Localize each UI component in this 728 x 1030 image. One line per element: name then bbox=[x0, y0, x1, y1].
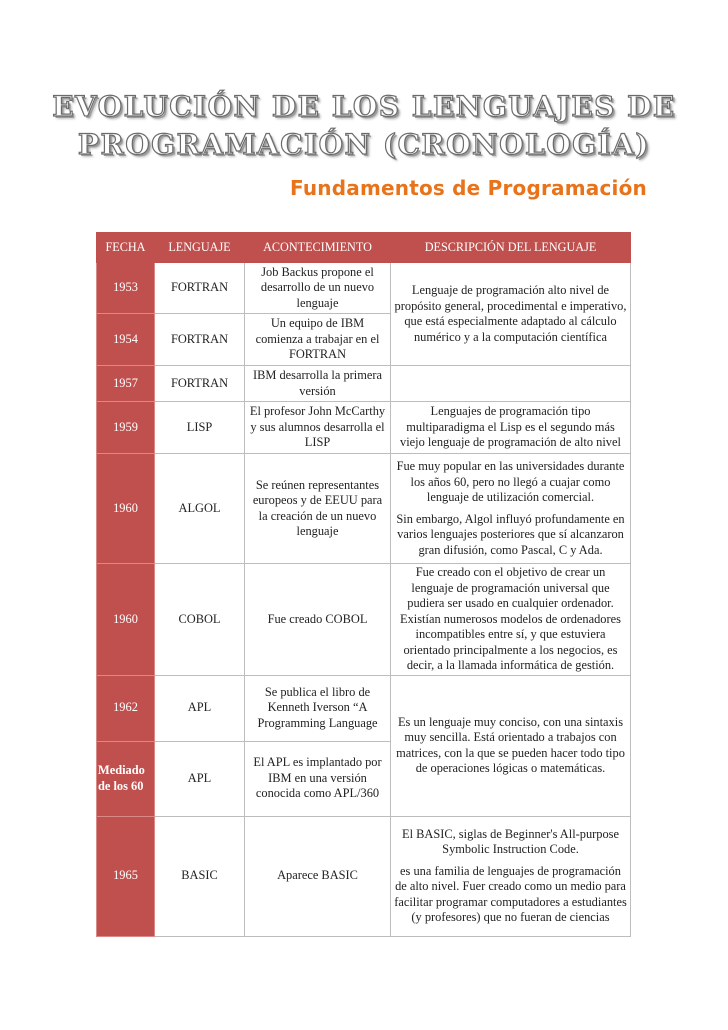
cell-lenguaje: APL bbox=[155, 675, 245, 741]
chronology-table bbox=[96, 232, 631, 937]
cell-descripcion-apl: Es un lenguaje muy conciso, con una sintaxis muy sencilla. Está orientado a trabajos con matrices, con la que se pueden hacer todo tipo de operaciones lógicas o matemáticas. bbox=[391, 675, 631, 816]
subtitle: Fundamentos de Programación bbox=[290, 176, 647, 200]
cell-acontecimiento: IBM desarrolla la primera versión bbox=[245, 366, 391, 402]
header-acontecimiento: ACONTECIMIENTO bbox=[245, 233, 391, 263]
cell-lenguaje: BASIC bbox=[155, 816, 245, 936]
table-row bbox=[97, 564, 631, 676]
cell-descripcion-basic bbox=[391, 816, 631, 936]
cell-descripcion-empty bbox=[391, 366, 631, 402]
basic-paragraph-1: El BASIC, siglas de Beginner's All-purpose Symbolic Instruction Code. bbox=[402, 826, 619, 856]
cell-acontecimiento: Se reúnen representantes europeos y de EEUU para la creación de un nuevo lenguaje bbox=[245, 454, 391, 564]
cell-fecha: 1960 bbox=[97, 564, 155, 676]
cell-fecha: 1962 bbox=[97, 675, 155, 741]
cell-acontecimiento: Un equipo de IBM comienza a trabajar en el FORTRAN bbox=[245, 314, 391, 366]
cell-fecha: 1953 bbox=[97, 263, 155, 314]
table-row bbox=[97, 816, 631, 936]
cell-fecha: 1957 bbox=[97, 366, 155, 402]
cell-descripcion-algol bbox=[391, 454, 631, 564]
title-line-1: EVOLUCIÓN DE LOS LENGUAJES DE bbox=[52, 90, 676, 123]
cell-fecha: Mediado de los 60 bbox=[97, 741, 155, 816]
algol-paragraph-2: Sin embargo, Algol influyó profundamente en varios lenguajes posteriores que sí alcanzaron gran difusión, como Pascal, C y Ada. bbox=[396, 511, 625, 557]
cell-descripcion-cobol: Fue creado con el objetivo de crear un lenguaje de programación universal que pudiera ser usado en cualquier ordenador. Existían numerosos modelos de ordenadores incompatibles entre sí, y que estuviera orientado principalmente a los negocios, es decir, a la llamada informática de gestión. bbox=[391, 564, 631, 676]
table-header-row bbox=[97, 233, 631, 263]
header-lenguaje: LENGUAJE bbox=[155, 233, 245, 263]
header-fecha: FECHA bbox=[97, 233, 155, 263]
cell-acontecimiento: El profesor John McCarthy y sus alumnos desarrolla el LISP bbox=[245, 402, 391, 454]
cell-acontecimiento: Se publica el libro de Kenneth Iverson “A Programming Language bbox=[245, 675, 391, 741]
table-row bbox=[97, 454, 631, 564]
header-descripcion: DESCRIPCIÓN DEL LENGUAJE bbox=[391, 233, 631, 263]
cell-fecha: 1965 bbox=[97, 816, 155, 936]
basic-paragraph-2: es una familia de lenguajes de programación de alto nivel. Fuer creado como un medio para facilitar programar computadores a estudiantes (y profesores) que no fueran de ciencias bbox=[394, 863, 627, 924]
cell-descripcion-fortran: Lenguaje de programación alto nivel de propósito general, procedimental e imperativo, que está especialmente adaptado al cálculo numérico y a la computación científica bbox=[391, 263, 631, 366]
document-title bbox=[0, 88, 728, 164]
cell-acontecimiento: Fue creado COBOL bbox=[245, 564, 391, 676]
cell-lenguaje: COBOL bbox=[155, 564, 245, 676]
table-row bbox=[97, 263, 631, 314]
cell-fecha: 1960 bbox=[97, 454, 155, 564]
cell-fecha: 1959 bbox=[97, 402, 155, 454]
title-line-2: PROGRAMACIÓN (CRONOLOGÍA) bbox=[77, 128, 651, 161]
cell-acontecimiento: Aparece BASIC bbox=[245, 816, 391, 936]
cell-fecha: 1954 bbox=[97, 314, 155, 366]
cell-acontecimiento: Job Backus propone el desarrollo de un nuevo lenguaje bbox=[245, 263, 391, 314]
cell-descripcion-lisp: Lenguajes de programación tipo multiparadigma el Lisp es el segundo más viejo lenguaje de programación de alto nivel bbox=[391, 402, 631, 454]
table-row bbox=[97, 366, 631, 402]
cell-lenguaje: LISP bbox=[155, 402, 245, 454]
cell-acontecimiento: El APL es implantado por IBM en una versión conocida como APL/360 bbox=[245, 741, 391, 816]
table-row bbox=[97, 402, 631, 454]
cell-lenguaje: ALGOL bbox=[155, 454, 245, 564]
cell-lenguaje: APL bbox=[155, 741, 245, 816]
cell-lenguaje: FORTRAN bbox=[155, 314, 245, 366]
algol-paragraph-1: Fue muy popular en las universidades durante los años 60, pero no llegó a cuajar como lenguaje de utilización comercial. bbox=[396, 459, 625, 504]
table-row bbox=[97, 675, 631, 741]
cell-lenguaje: FORTRAN bbox=[155, 366, 245, 402]
cell-lenguaje: FORTRAN bbox=[155, 263, 245, 314]
